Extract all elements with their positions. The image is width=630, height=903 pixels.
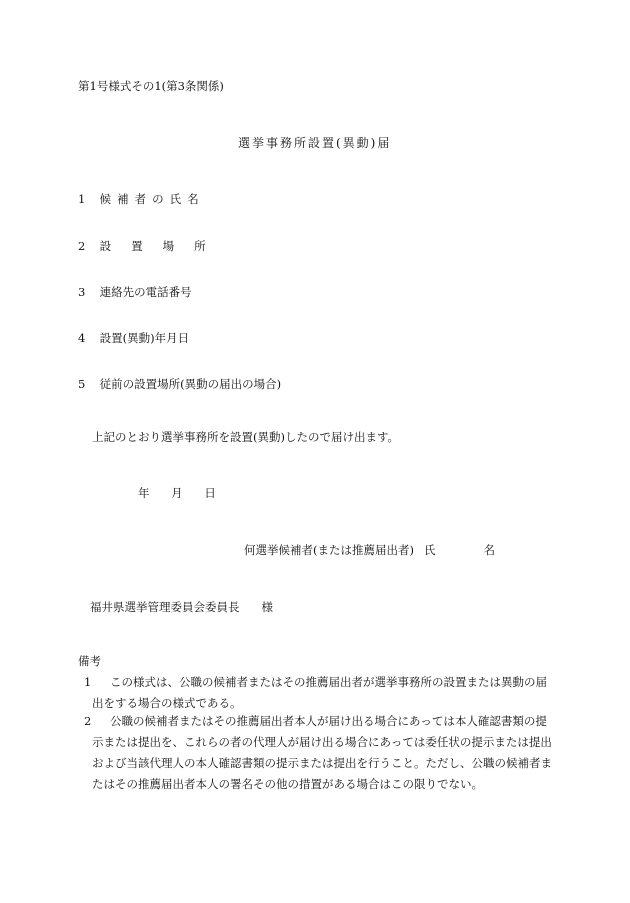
signer-mei: 名 xyxy=(483,543,495,557)
item-label: 従前の設置場所(異動の届出の場合) xyxy=(99,377,282,391)
addressee-honorific: 様 xyxy=(261,600,273,614)
addressee xyxy=(90,601,273,615)
item-label: 設置場所 xyxy=(99,239,226,253)
item-candidate-name xyxy=(78,193,205,207)
notes-heading: 備考 xyxy=(78,654,101,668)
item-previous-location xyxy=(78,378,281,392)
note-text: この様式は、公職の候補者またはその推薦届出者が選挙事務所の設置または異動の届出をする場合の様式である。 xyxy=(92,675,547,710)
item-date xyxy=(78,332,189,346)
item-phone xyxy=(78,286,192,300)
date-line xyxy=(138,487,216,501)
item-number: 4 xyxy=(78,331,86,345)
form-code: 第1号様式その1(第3条関係) xyxy=(78,79,224,93)
addressee-name: 福井県選挙管理委員会委員長 xyxy=(90,600,240,614)
item-number: 2 xyxy=(78,239,86,253)
note-number: 1 xyxy=(84,675,92,689)
signer-shi: 氏 xyxy=(423,543,436,557)
date-year: 年 xyxy=(138,486,150,500)
date-month: 月 xyxy=(171,486,183,500)
signer-label: 何選挙候補者(または推薦届出者) xyxy=(244,543,414,557)
signer-line xyxy=(244,544,495,558)
page-title: 選挙事務所設置(異動)届 xyxy=(238,136,392,150)
note-item xyxy=(84,711,552,795)
item-label: 設置(異動)年月日 xyxy=(99,331,190,345)
item-location xyxy=(78,240,226,254)
date-day: 日 xyxy=(204,486,216,500)
note-number: 2 xyxy=(84,714,92,728)
item-number: 1 xyxy=(78,192,86,206)
note-item xyxy=(84,672,552,714)
item-number: 5 xyxy=(78,377,86,391)
statement: 上記のとおり選挙事務所を設置(異動)したので届け出ます。 xyxy=(92,430,400,444)
item-number: 3 xyxy=(78,285,86,299)
item-label: 連絡先の電話番号 xyxy=(99,285,192,299)
note-text: 公職の候補者またはその推薦届出者本人が届け出る場合にあっては本人確認書類の提示または提出を、これらの者の代理人が届け出る場合にあっては委任状の提示または提出および当該代理人の本人確認書類の提示または提出を行うこと。ただし、公職の候補者またはその推薦届出者本人の署名その他の措置がある場合はこの限りでない。 xyxy=(92,714,552,791)
item-label: 候補者の氏名 xyxy=(99,192,205,206)
